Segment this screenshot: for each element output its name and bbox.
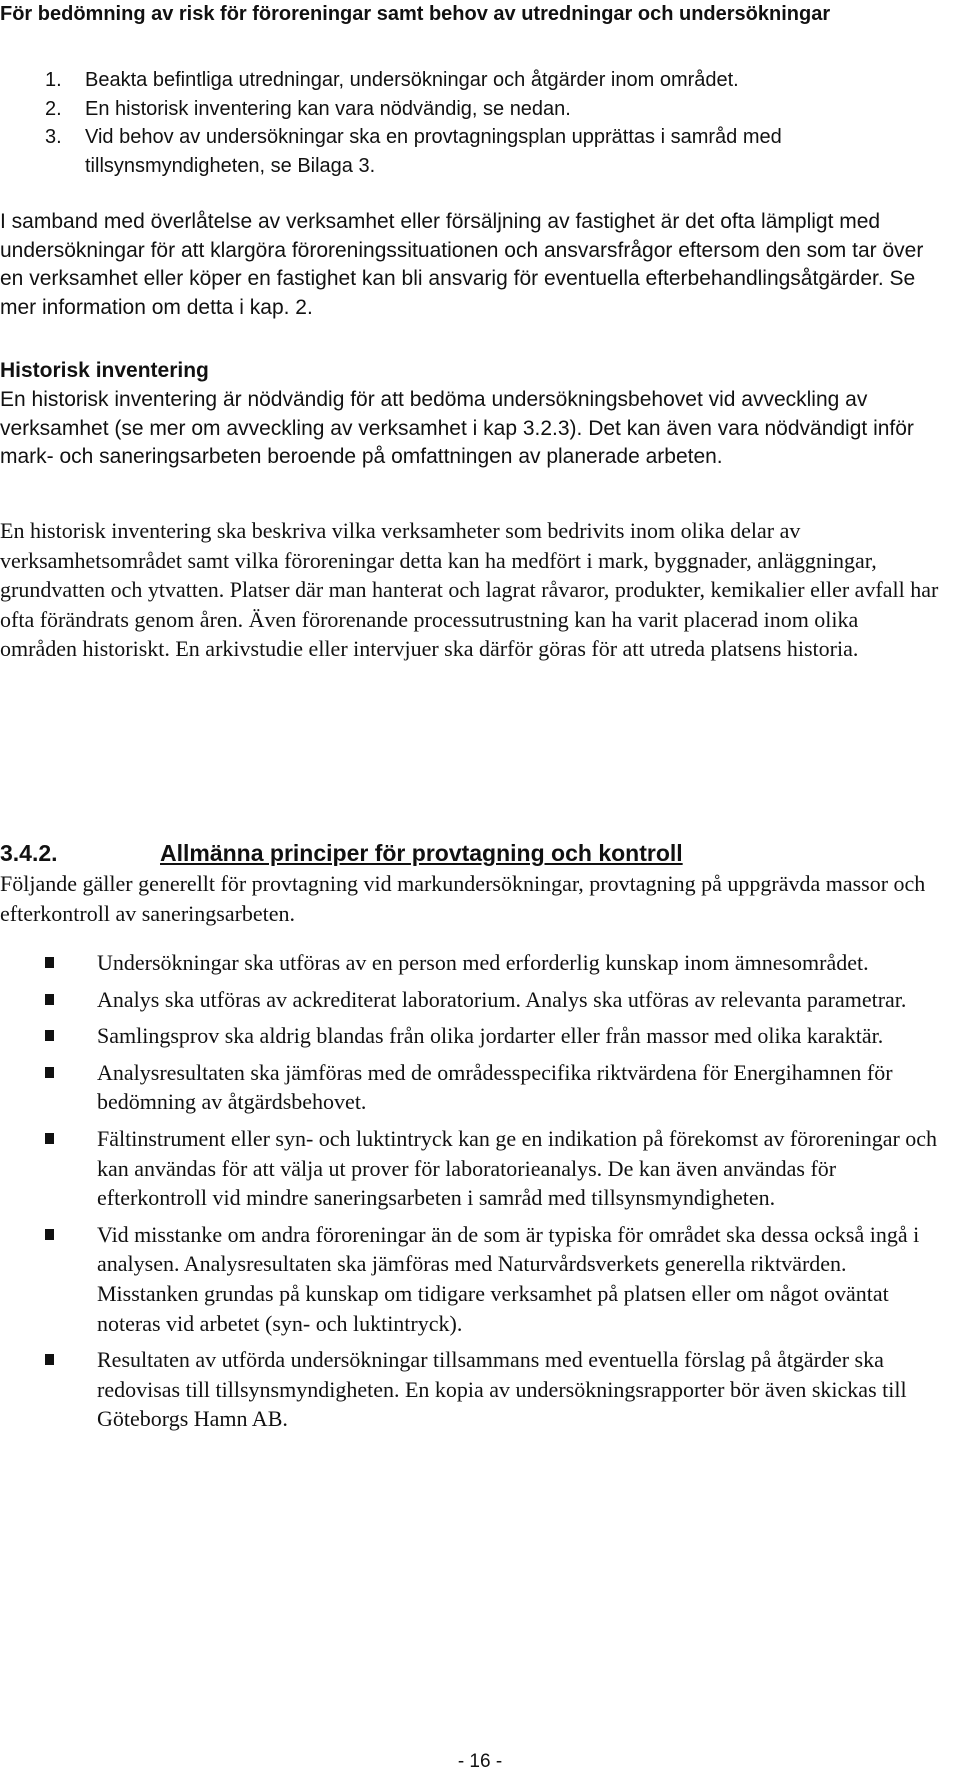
paragraph-historisk-2: En historisk inventering ska beskriva vilka verksamheter som bedrivits inom olika delar av verksamhetsområdet samt vilka föroreningar detta kan ha medfört i mark, byggnader, anläggningar, grundvatten och ytvatten. Platser där man hanterat och lagrat råvaror, produkter, kemikalier eller avfall har ofta förändrats genom åren. Även förorenande processutrustning kan ha varit placerad inom olika områden historiskt. En arkivstudie eller intervjuer ska därför göras för att utreda platsens historia. (0, 518, 939, 661)
list-number: 2. (45, 97, 62, 120)
section-number: 3.4.2. (0, 840, 58, 866)
square-bullet-icon (45, 1067, 54, 1078)
list-item-text: Samlingsprov ska aldrig blandas från olika jordarter eller från massor med olika karaktär. (97, 1023, 884, 1049)
list-item-text: Analysresultaten ska jämföras med de områdesspecifika riktvärdena för Energihamnen för bedömning av åtgärdsbehovet. (97, 1059, 893, 1115)
list-item-text: Fältinstrument eller syn- och luktintryck kan ge en indikation på förekomst av föroreningar och kan användas för att välja ut prover för laboratorieanalys. De kan även användas för efterkontroll vid mindre saneringsarbeten i samråd med tillsynsmyndigheten. (97, 1125, 938, 1211)
subheading-historisk-inventering: Historisk inventering (0, 359, 209, 382)
square-bullet-icon (45, 1354, 54, 1365)
list-item-text: Analys ska utföras av ackrediterat laboratorium. Analys ska utföras av relevanta parametrar. (97, 986, 907, 1012)
list-item-text: Vid misstanke om andra föroreningar än de som är typiska för området ska dessa också ingå i analysen. Analysresultaten ska jämföras med Naturvårdsverkets generella riktvärden. Misstanken grundas på kunskap om tidigare verksamhet på platsen eller om något oväntat noteras vid arbetet (syn- och luktintryck). (97, 1221, 920, 1336)
list-item (0, 1345, 940, 1434)
numbered-list (0, 66, 940, 180)
square-bullet-icon (45, 957, 54, 968)
list-number: 3. (45, 126, 62, 148)
square-bullet-icon (45, 1229, 54, 1240)
square-bullet-icon (45, 1030, 54, 1041)
list-item-text: En historisk inventering kan vara nödvändig, se nedan. (85, 97, 571, 120)
section-title-342 (0, 837, 940, 869)
list-item (0, 948, 940, 978)
list-item (0, 985, 940, 1015)
paragraph-samband: I samband med överlåtelse av verksamhet eller försäljning av fastighet är det ofta lämpligt med undersökningar för att klargöra föroreningssituationen och ansvarsfrågor eftersom den som tar över en verksamhet eller köper en fastighet kan bli ansvarig för eventuella efterbehandlingsåtgärder. Se mer information om detta i kap. 2. (0, 210, 924, 319)
section-title-text: Allmänna principer för provtagning och kontroll (160, 840, 683, 866)
list-item-text: Resultaten av utförda undersökningar tillsammans med eventuella förslag på åtgärder ska redovisas till tillsynsmyndigheten. En kopia av undersökningsrapporter bör även skickas till Göteborgs Hamn AB. (97, 1347, 907, 1432)
list-item (0, 123, 940, 180)
square-bullet-icon (45, 1133, 54, 1144)
list-item-text: Undersökningar ska utföras av en person med erforderlig kunskap inom ämnesområdet. (97, 950, 869, 975)
page-number: - 16 - (457, 1751, 503, 1772)
list-item (0, 1124, 940, 1213)
paragraph-historisk-1: En historisk inventering är nödvändig för att bedöma undersökningsbehovet vid avveckling av verksamhet (se mer om avveckling av verksamhet i kap 3.2.3). Det kan även vara nödvändigt inför mark- och saneringsarbeten beroende på omfattningen av planerade arbeten. (0, 388, 914, 469)
list-item (0, 1220, 940, 1338)
list-item-text: Vid behov av undersökningar ska en provtagningsplan upprättas i samråd med tillsynsmyndigheten, se Bilaga 3. (85, 126, 782, 177)
bullet-list (0, 948, 940, 1441)
list-item (0, 1021, 940, 1051)
list-item (0, 95, 940, 124)
list-item (0, 1058, 940, 1117)
square-bullet-icon (45, 994, 54, 1005)
list-item-text: Beakta befintliga utredningar, undersökningar och åtgärder inom området. (85, 69, 739, 91)
list-item (0, 66, 940, 95)
section-heading-risk: För bedömning av risk för föroreningar samt behov av utredningar och undersökningar (0, 3, 831, 25)
list-number: 1. (45, 69, 62, 91)
paragraph-foljande: Följande gäller generellt för provtagning vid markundersökningar, provtagning på uppgrävda massor och efterkontroll av saneringsarbeten. (0, 871, 926, 926)
